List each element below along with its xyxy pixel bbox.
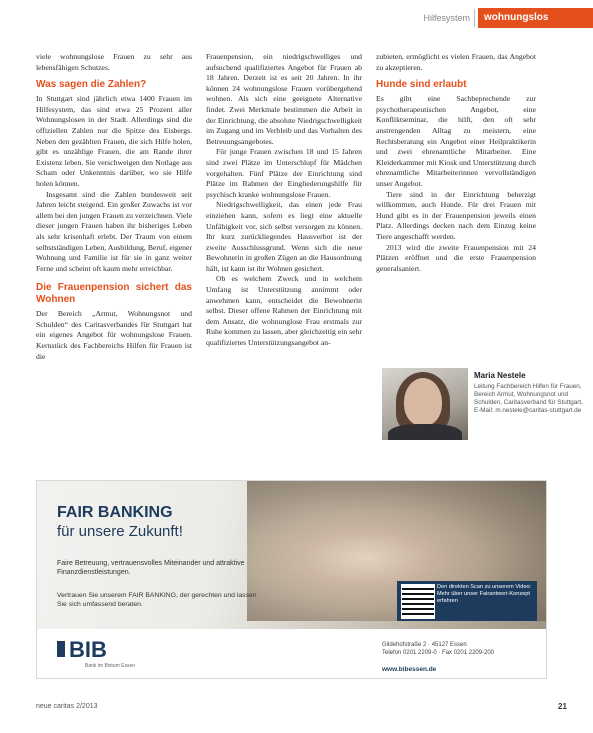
bib-logo: BIB: [69, 637, 107, 662]
column-2: [206, 52, 362, 349]
advertisement[interactable]: [36, 480, 547, 679]
heading-numbers: Was sagen die Zahlen?: [36, 79, 147, 91]
bib-website-link[interactable]: www.bibessen.de: [382, 666, 437, 673]
author-bio: Leitung Fachbereich Hilfen für Frauen, Bereich Armut, Wohnungsnot und Schulden, Caritasverband für Stuttgart, E-Mail: m.nestele@caritas-stuttgart.de: [474, 383, 583, 414]
bib-logo-mark-icon: [57, 641, 65, 657]
paragraph: Ob es welchem Zweck und in welchem Umfang ist Unterstützung annimmt oder anwehmen kann, entscheidet die Bewohnerin selbst. Dieser offene Rahmen der Einrichtung mit dem Ansatz, die wohnunglose Frau erstmals zur Ruhe kommen zu lassen, aber gleichzeitig ein sehr qualifiziertes Unterstützungsangebot an-: [206, 274, 362, 348]
author-portrait: [382, 368, 468, 440]
page-number: 21: [558, 702, 567, 711]
ad-text: Faire Betreuung, vertrauensvolles Miteinander und attraktive Finanzdienstleistungen.: [57, 560, 245, 576]
paragraph: Der Bereich „Armut, Wohnungsnot und Schulden“ des Caritasverbandes für Stuttgart hat ein eigenes Angebot für wohnungslose Frauen. Kernstück des Fachbereichs Hilfen für Frauen ist die: [36, 309, 192, 361]
header-category: Hilfesystem: [423, 13, 470, 23]
footer-magazine: [36, 703, 98, 710]
column-3: [376, 52, 536, 274]
paragraph: Für junge Frauen zwischen 18 und 15 Jahren sind zwei Plätze im Unterschlupf für Mädchen vorgehalten. Fünf Plätze der Einrichtung sind Plätze im Rahmen der Eingliederungshilfe für psychisch kranke wohnungslose Frauen.: [206, 147, 362, 199]
qr-code-icon[interactable]: [401, 584, 435, 619]
ad-subtitle: für unsere Zukunft!: [57, 523, 183, 540]
heading-dogs: Hunde sind erlaubt: [376, 79, 467, 91]
paragraph: Es gibt eine Sachbeprechende zur psychotherapeutischen Angebot, eine Konfliktseminar, die hilft, den oft sehr anstrengenden Alltag zu meistern, eine Rechtsberatung ein Angebot einer Heilpraktikerin und zwei ehrenamtliche Mitarbeiter. Eine Kleiderkammer mit Kiosk und Unterstützung durch ehrenamtliche Mitarbeiterinnen vervollständigen unser Angebot.: [376, 94, 536, 188]
header-divider: [474, 9, 475, 27]
paragraph: Niedrigschwelligkeit, das einen jede Frau einziehen kann, sofern es liegt eine aktuelle Unfähigkeit vor, sich selbst versorgen zu können. Ihr kurz zurückliegendes Hausverbot ist der zweite Ausschlussgrund. Wenn sich die neue Bewohnerin in großen Zügen an die Hausordnung hält, ist kann ist ihr Wohnen gesichert.: [206, 200, 362, 273]
paragraph: 2013 wird die zweite Frauenpension mit 24 Plätzen eröffnet und die erste Frauenpension generalsaniert.: [376, 242, 536, 273]
paragraph: Frauenpension, ein niedrigschwelliges und aufsuchend qualifiziertes Angebot für Frauen ab 18 Jahren. Derzeit ist es seit 20 Jahren. In ihr können 24 wohnungslose Frauen vorübergehend wohnen. Als sich eine geeignete Alternative findet. Zwei Merkmale bestimmen die Arbeit in der Einrichtung, die absolute Niedrigschwelligkeit im Zugang und im Verbleib und das Vorhalten des Betreuungsangebotes.: [206, 52, 362, 146]
paragraph: zubieten, ermöglicht es vielen Frauen, das Angebot zu akzeptieren.: [376, 52, 536, 72]
paragraph: viele wohnungslose Frauen zu sehr aus lebensfähigen Schutzes.: [36, 52, 192, 72]
section-tag: wohnungslos: [478, 8, 593, 28]
bib-address: Gildehofstraße 2 · 45127 Essen Telefon 0201 2209-0 · Fax 0201 2209-200: [382, 642, 495, 656]
column-1: [36, 52, 192, 362]
issue-number: 2/2013: [76, 703, 98, 710]
author-name: Maria Nestele: [474, 371, 526, 380]
paragraph: Insgesamt sind die Zahlen bundesweit seit Jahren leicht steigend. Ein großer Zuwachs ist vor allem bei den jungen Frauen zu verzeichnen. Viele dieser jungen Frauen haben ihr bisheriges Leben als sehr krisenhaft erlebt. Der Traum von einem selbstständigen Leben, Ausbildung, Beruf, eigener Wohnung und Familie ist für sie in ganz weiter Ferne und scheint oft kaum mehr erreichbar.: [36, 189, 192, 273]
bib-logo-subtitle: Bank im Bistum Essen: [85, 663, 136, 669]
paragraph: Tiere sind in der Einrichtung beherzigt willkommen, auch Hunde. Für drei Frauen mit Hund gibt es in der Frauenpension jeweils einen Platz. Allerdings decken nach dem Einzug keine Tiere angeschafft werden.: [376, 189, 536, 241]
magazine-name: neue caritas: [36, 703, 75, 710]
ad-title: FAIR BANKING: [57, 504, 173, 521]
heading-pension: Die Frauenpension sichert das Wohnen: [36, 282, 192, 306]
ad-text-2: Vertrauen Sie unserem FAIR BANKING, der gerechten und lassen Sie sich umfassend beraten.: [57, 592, 257, 608]
paragraph: In Stuttgart sind jährlich etwa 1400 Frauen im Hilfesystem, das sind etwa 25 Prozent aller Wohnungslosen in der Stadt. Allerdings sind die offiziellen Zahlen nur die Spitze des Eisbergs. Neben den gezählten Frauen, die sich Hilfe holen, gibt es unzählige Frauen, die am Rande ihrer Existenz leben. Sie verschweigen den Notlage aus Scham oder Unkenntnis darüber, wo sie Hilfe holen können.: [36, 94, 192, 188]
qr-caption: Den direkten Scan zu unserem Video: Mehr über unser Fairantwort-Konzept erfahren: [437, 584, 532, 604]
